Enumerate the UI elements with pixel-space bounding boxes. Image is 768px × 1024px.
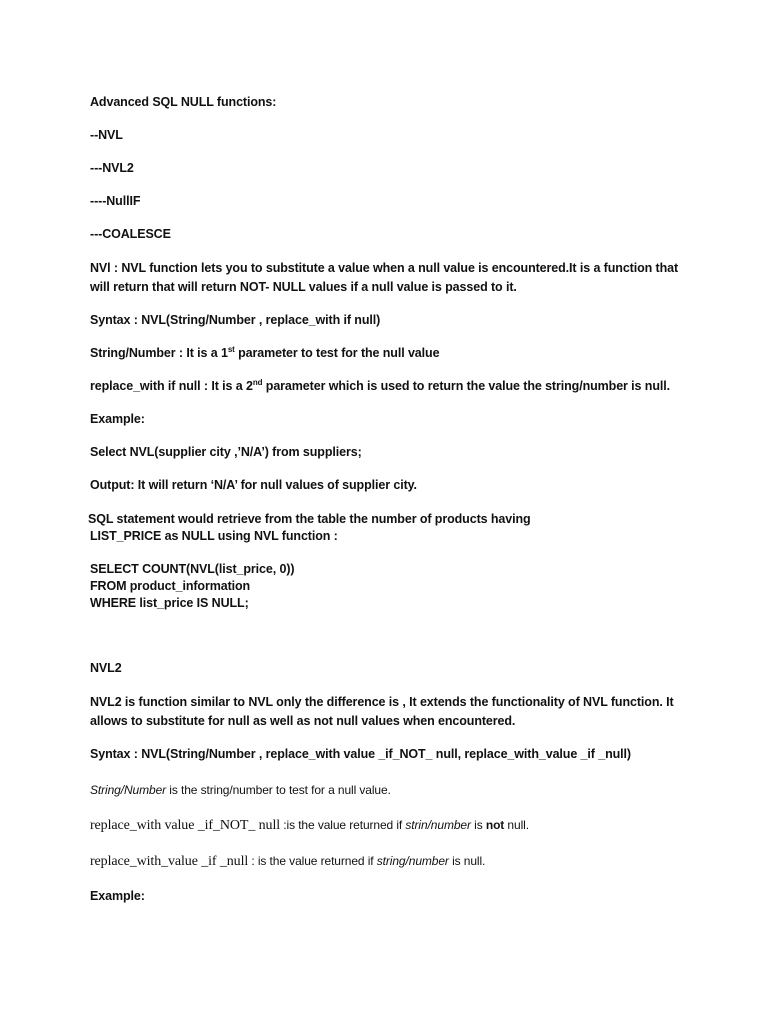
nvl2-desc-if-null: replace_with_value _if _null : is the value returned if string/number is null. (90, 854, 486, 869)
code-line: WHERE list_price IS NULL; (90, 596, 249, 610)
nvl-statement-line: LIST_PRICE as NULL using NVL function : (90, 529, 338, 543)
nvl2-heading: NVL2 (90, 661, 122, 675)
list-item: --NVL (90, 128, 123, 142)
list-item: ----NullIF (90, 194, 141, 208)
nvl-param1: String/Number : It is a 1st parameter to test for the null value (90, 344, 440, 360)
nvl-syntax: Syntax : NVL(String/Number , replace_with if null) (90, 313, 381, 327)
nvl2-example-label: Example: (90, 889, 145, 903)
document-title: Advanced SQL NULL functions: (90, 95, 277, 109)
nvl2-desc-if-not-null: replace_with value _if_NOT_ null :is the value returned if strin/number is not null. (90, 818, 529, 833)
nvl2-syntax: Syntax : NVL(String/Number , replace_with value _if_NOT_ null, replace_with_value _if _null) (90, 747, 631, 761)
code-line: SELECT COUNT(NVL(list_price, 0)) (90, 562, 295, 576)
nvl2-desc-string-number: String/Number is the string/number to test for a null value. (90, 783, 391, 797)
code-line: FROM product_information (90, 579, 251, 593)
nvl2-intro: NVL2 is function similar to NVL only the difference is , It extends the functionality of NVL function. It allows to substitute for null as well as not null values when encountered. (90, 695, 674, 728)
nvl-example-sql: Select NVL(supplier city ,’N/A’) from suppliers; (90, 445, 362, 459)
nvl-output: Output: It will return ‘N/A’ for null values of supplier city. (90, 478, 417, 492)
list-item: ---NVL2 (90, 161, 134, 175)
nvl-example-label: Example: (90, 412, 145, 426)
nvl-intro: NVl : NVL function lets you to substitute a value when a null value is encountered.It is a function that will return that will return NOT- NULL values if a null value is passed to it. (90, 261, 679, 294)
nvl-param2: replace_with if null : It is a 2nd parameter which is used to return the value the string/number is null. (90, 377, 670, 393)
nvl-statement-line: SQL statement would retrieve from the table the number of products having (88, 512, 531, 526)
list-item: ---COALESCE (90, 227, 171, 241)
